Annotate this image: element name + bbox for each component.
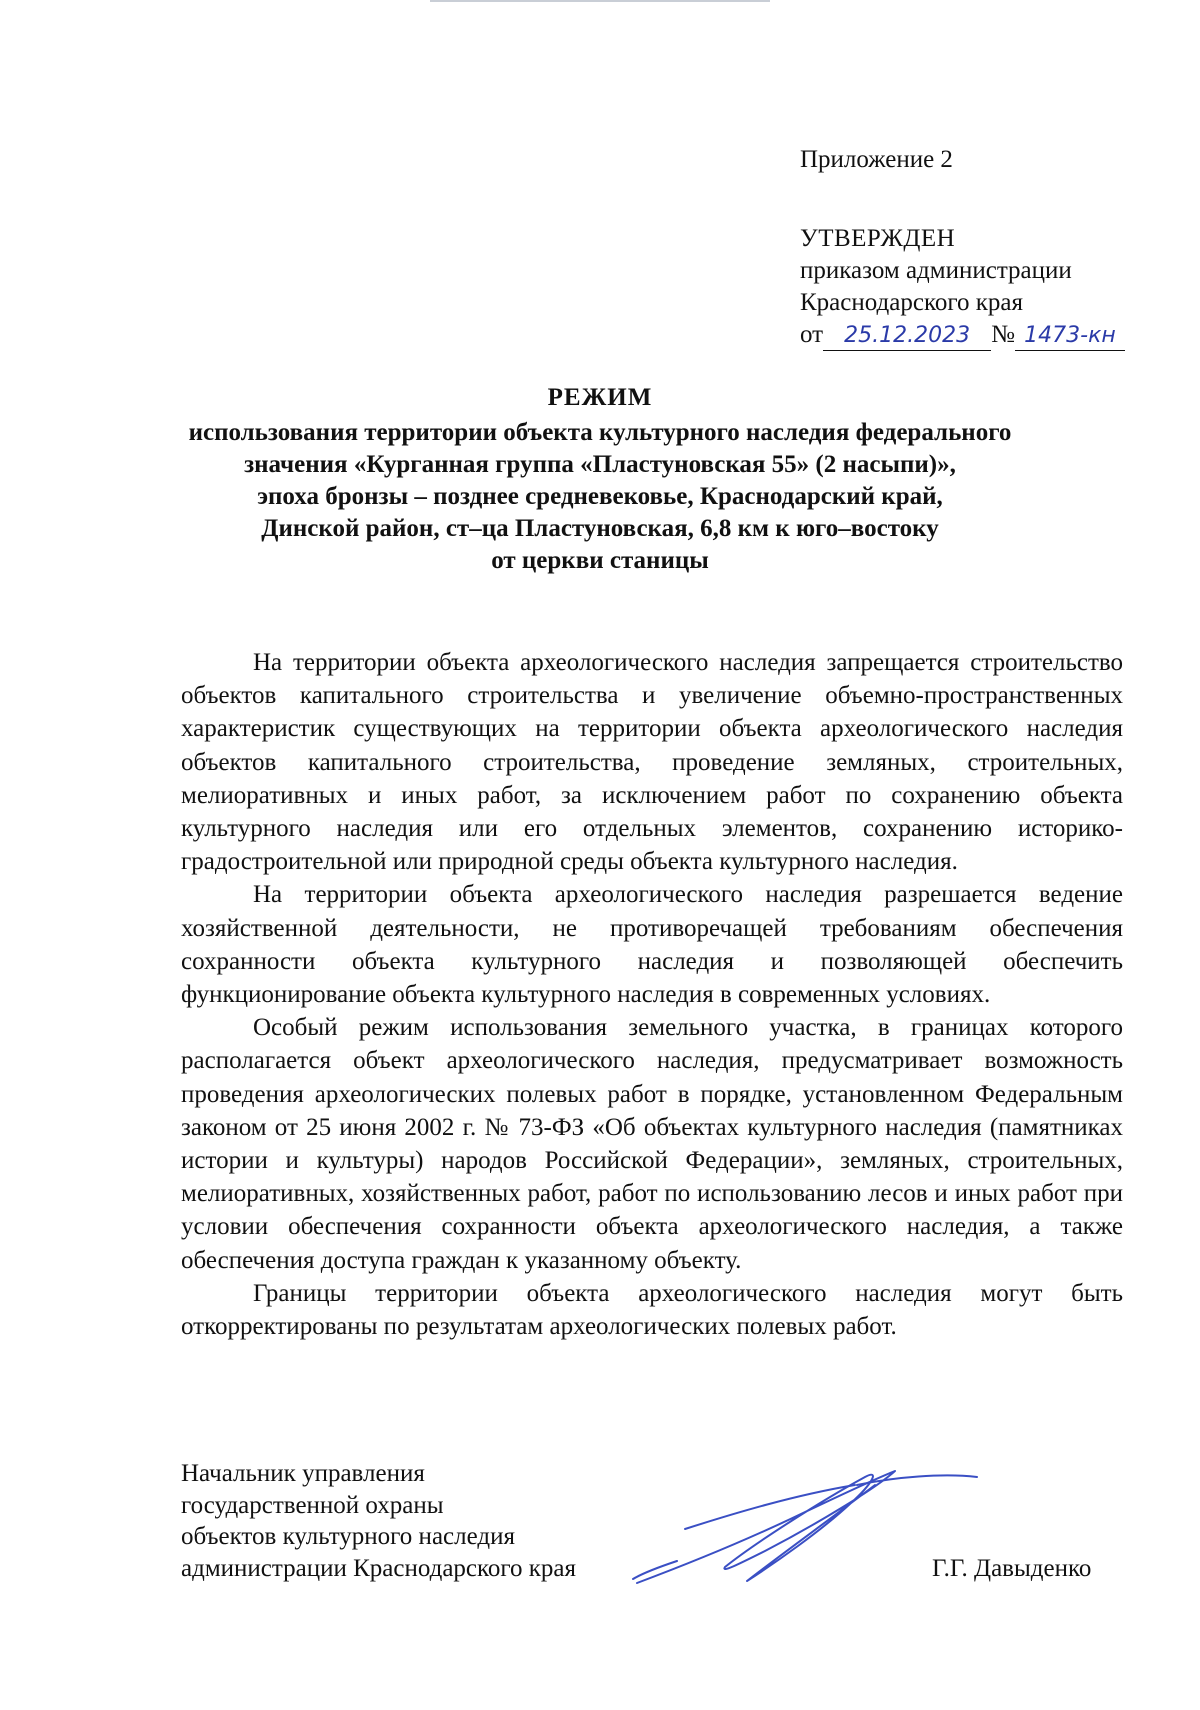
heading-line: Динской район, ст–ца Пластуновская, 6,8 км к юго–востоку xyxy=(261,515,939,542)
position-line: администрации Краснодарского края xyxy=(181,1554,577,1582)
document-body xyxy=(181,646,1123,1343)
approval-block xyxy=(800,144,1160,351)
heading-line: значения «Курганная группа «Пластуновская 55» (2 насыпи)», xyxy=(244,451,956,478)
heading-line: эпоха бронзы – позднее средневековье, Краснодарский край, xyxy=(257,483,943,510)
signer-name: Г.Г. Давыденко xyxy=(932,1555,1092,1582)
approval-line-2: Краснодарского края xyxy=(800,289,1023,316)
body-paragraph: На территории объекта археологического наследия запрещается строительство объектов капитального строительства и увеличение объемно-пространственных характеристик существующих на территории объекта археологического наследия объектов капитального строительства, проведение земляных, строительных, мелиоративных и иных работ, за исключением работ по сохранению объекта культурного наследия или его отдельных элементов, сохранению историко-градостроительной или природной среды объекта культурного наследия. xyxy=(181,649,1123,876)
signatory-position xyxy=(181,1458,641,1584)
order-reference xyxy=(800,319,1160,351)
heading-line: от церкви станицы xyxy=(491,547,709,574)
appendix-label: Приложение 2 xyxy=(800,146,953,173)
order-number-handwritten: 1473-кн xyxy=(1015,322,1125,351)
document-heading xyxy=(150,382,1050,577)
order-date-handwritten: 25.12.2023 xyxy=(823,322,991,351)
body-paragraph: На территории объекта археологического наследия разрешается ведение хозяйственной деятельности, не противоречащей требованиям обеспечения сохранности объекта культурного наследия и позволяющей обеспечить функционирование объекта культурного наследия в современных условиях. xyxy=(181,881,1123,1009)
order-date-prefix: от xyxy=(800,321,824,348)
approval-line-1: приказом администрации xyxy=(800,257,1072,284)
position-line: Начальник управления xyxy=(181,1460,425,1487)
position-line: государственной охраны xyxy=(181,1491,444,1519)
approved-label: УТВЕРЖДЕН xyxy=(800,225,956,252)
body-paragraph: Границы территории объекта археологического наследия могут быть откорректированы по результатам археологических полевых работ. xyxy=(181,1279,1123,1341)
scan-edge-mark xyxy=(430,0,770,2)
heading-line: использования территории объекта культурного наследия федерального xyxy=(188,419,1012,446)
position-line: объектов культурного наследия xyxy=(181,1523,515,1550)
body-paragraph: Особый режим использования земельного участка, в границах которого располагается объект археологического наследия, предусматривает возможность проведения археологических полевых работ в порядке, установленном Федеральным законом от 25 июня 2002 г. № 73-ФЗ «Об объектах культурного наследия (памятниках истории и культуры) народов Российской Федерации», земляных, строительных, мелиоративных, хозяйственных работ, работ по использованию лесов и иных работ при условии обеспечения сохранности объекта археологического наследия, а также обеспечения доступа граждан к указанному объекту. xyxy=(181,1014,1123,1274)
heading-title: РЕЖИМ xyxy=(547,384,653,411)
order-number-prefix: № xyxy=(991,321,1015,348)
